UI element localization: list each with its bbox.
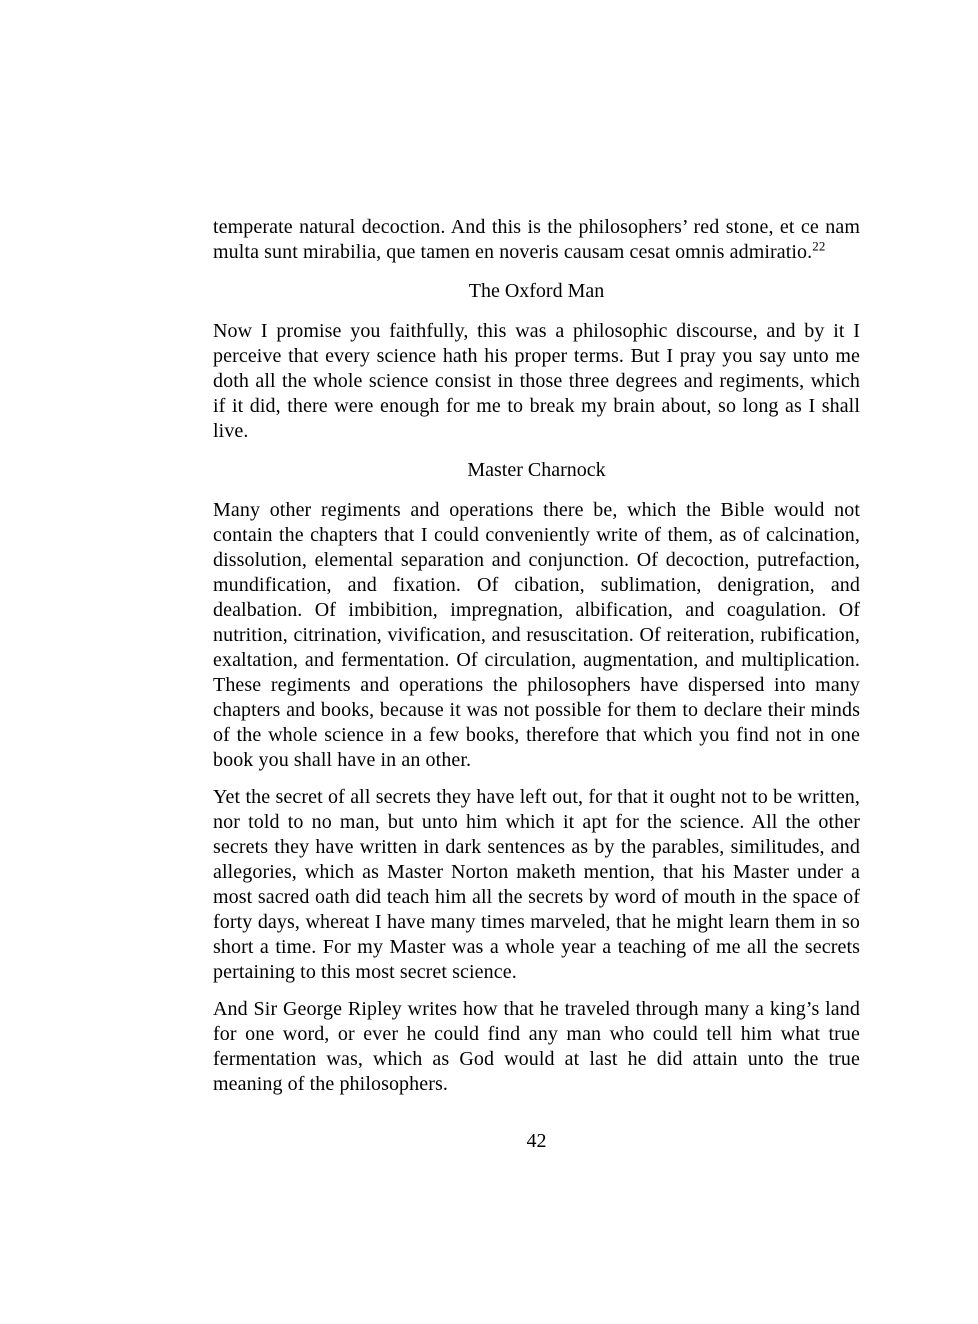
footnote-reference-22: 22	[812, 238, 826, 254]
paragraph-regiments-and-operations: Many other regiments and operations there be, which the Bible would not contain the chapters that I could conveniently write of them, as of calcination, dissolution, elemental separation and conjunction. Of decoction, putrefaction, mundification, and fixation. Of cibation, sublimation, denigration, and dealbation. Of imbibition, impregnation, albification, and coagulation. Of nutrition, citrination, vivification, and resuscitation. Of reiteration, rubification, exaltation, and fermentation. Of circulation, augmentation, and multiplication. These regiments and operations the philosophers have dispersed into many chapters and books, because it was not possible for them to declare their minds of the whole science in a few books, therefore that which you find not in one book you shall have in an other.	[213, 499, 860, 771]
section-heading-master-charnock: Master Charnock	[467, 459, 606, 481]
paragraph-secret-of-all-secrets: Yet the secret of all secrets they have left out, for that it ought not to be written, nor told to no man, but unto him which it apt for the science. All the other secrets they have written in dark sentences as by the parables, similitudes, and allegories, which as Master Norton maketh mention, that his Master under a most sacred oath did teach him all the secrets by word of mouth in the space of forty days, whereat I have many times marveled, that he might learn them in so short a time. For my Master was a whole year a teaching of me all the secrets pertaining to this most secret science.	[213, 786, 860, 983]
book-page	[213, 215, 860, 1154]
paragraph-temperate-decoction	[213, 215, 860, 265]
paragraph-sir-george-ripley: And Sir George Ripley writes how that he traveled through many a king’s land for one word, or ever he could find any man who could tell him what true fermentation was, which as God would at last he did attain unto the true meaning of the philosophers.	[213, 998, 860, 1095]
page-number: 42	[526, 1130, 547, 1152]
section-heading-the-oxford-man: The Oxford Man	[468, 280, 605, 302]
paragraph-oxford-man-speech: Now I promise you faithfully, this was a philosophic discourse, and by it I perceive that every science hath his proper terms. But I pray you say unto me doth all the whole science consist in those three degrees and regiments, which if it did, there were enough for me to break my brain about, so long as I shall live.	[213, 320, 860, 442]
paragraph-text: temperate natural decoction. And this is the philosophers’ red stone, et ce nam multa sunt mirabilia, que tamen en noveris causam cesat omnis admiratio.	[213, 216, 860, 263]
